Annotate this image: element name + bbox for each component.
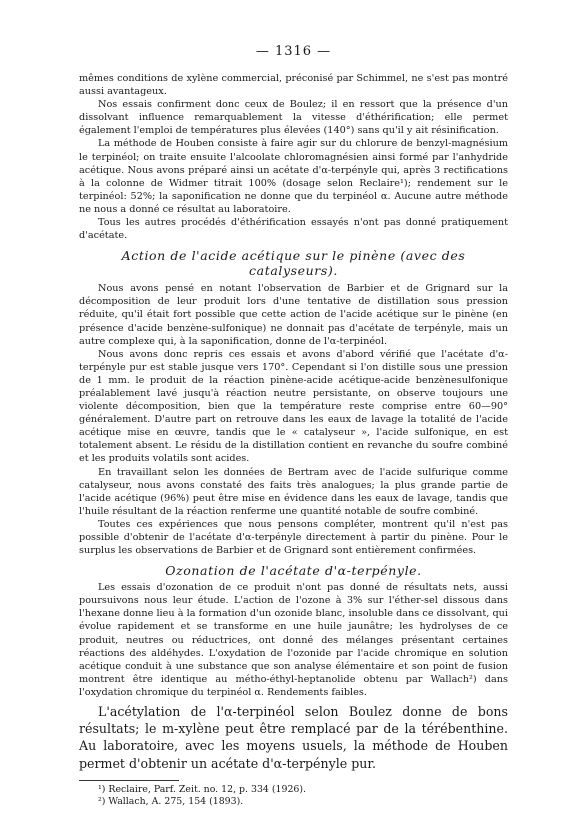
footnote-2: ²) Wallach, A. 275, 154 (1893). <box>98 796 244 808</box>
paragraph-9: Les essais d'ozonation de ce produit n'ont pas donné de résultats nets, aussi poursuivons nous leur étude. L'action de l'ozone à 3% sur l'éther-sel dissous dans l'hexane donne lieu à la formation d'un ozonide blanc, insoluble dans ce dissolvant, qui évolue rapidement et se transforme en une huile jaunâtre; les hydrolyses de ce produit, neutres ou réductrices, ont donné des mélanges présentant certaines réactions des aldéhydes. L'oxydation de l'ozonide par l'acide chromique en solution acétique conduit à une substance que son analyse élémentaire et son point de fusion montrent être identique au métho-éthyl-heptanolide obtenu par Wallach²) dans l'oxydation chromique du terpinéol α. Rendements faibles. <box>79 582 508 698</box>
paragraph-4: Tous les autres procédés d'éthérification essayés n'ont pas donné pratiquement d'acétate. <box>79 217 508 242</box>
paragraph-5: Nous avons pensé en notant l'observation de Barbier et de Grignard sur la décomposition de leur produit lors d'une tentative de distillation sous pression réduite, qu'il était fort possible que cette action de l'acide acétique sur le pinène (en présence d'acide benzène-sulfonique) ne donnait pas d'acétate de terpényle, mais un autre complexe qui, à la saponification, donne de l'α-terpinéol. <box>79 283 508 347</box>
section-heading-ozonation: Ozonation de l'acétate d'α-terpényle. <box>165 563 422 579</box>
footnote-1: ¹) Reclaire, Parf. Zeit. no. 12, p. 334 (1926). <box>98 783 307 795</box>
paragraph-2: Nos essais confirment donc ceux de Boulez; il en ressort que la présence d'un dissolvant influence remarquablement la vitesse d'éthérification; elle permet également l'emploi de températures plus élevées (140°) sans qu'il y ait résinification. <box>79 99 508 137</box>
paragraph-1: mêmes conditions de xylène commercial, préconisé par Schimmel, ne s'est pas montré aussi avantageux. <box>79 73 508 98</box>
page-number: — 1316 — <box>255 44 332 59</box>
footnote-divider <box>79 780 179 781</box>
section-heading-acetic-acid-pinene: Action de l'acide acétique sur le pinène (avec des catalyseurs). <box>121 248 466 279</box>
paragraph-3: La méthode de Houben consiste à faire agir sur du chlorure de benzyl-magnésium le terpinéol; on traite ensuite l'alcoolate chloromagnésien ainsi formé par l'anhydride acétique. Nous avons préparé ainsi un acétate d'α-terpényle qui, après 3 rectifications à la colonne de Widmer titrait 100% (dosage selon Reclaire¹); rendement sur le terpinéol: 52%; la saponification ne donne que du terpinéol α. Aucune autre méthode ne nous a donné ce résultat au laboratoire. <box>79 138 508 215</box>
summary-paragraph: L'acétylation de l'α-terpinéol selon Boulez donne de bons résultats; le m-xylène peut être remplacé par de la térébenthine. Au laboratoire, avec les moyens usuels, la méthode de Houben permet d'obtenir un acétate d'α-terpényle pur. <box>79 704 508 771</box>
paragraph-7: En travaillant selon les données de Bertram avec de l'acide sulfurique comme catalyseur, nous avons constaté des faits très analogues; la plus grande partie de l'acide acétique (96%) peut être mise en évidence dans les eaux de lavage, tandis que l'huile résultant de la réaction renferme une quantité notable de soufre combiné. <box>79 466 508 517</box>
paragraph-8: Toutes ces expériences que nous pensons compléter, montrent qu'il n'est pas possible d'obtenir de l'acétate d'α-terpényle directement à partir du pinène. Pour le surplus les observations de Barbier et de Grignard sont entièrement confirmées. <box>79 518 508 557</box>
paragraph-6: Nous avons donc repris ces essais et avons d'abord vérifié que l'acétate d'α-terpényle pur est stable jusque vers 170°. Cependant si l'on distille sous une pression de 1 mm. le produit de la réaction pinène-acide acétique-acide benzènesulfonique préalablement lavé jusqu'à réaction neutre persistante, on observe toujours une violente décomposition, bien que la température reste comprise entre 60—90° généralement. D'autre part on retrouve dans les eaux de lavage la totalité de l'acide acétique mise en œuvre, tandis que le « catalyseur », l'acide sulfonique, en est totalement absent. Le résidu de la distillation contient en revanche du soufre combiné et les produits volatils sont acides. <box>79 348 508 465</box>
